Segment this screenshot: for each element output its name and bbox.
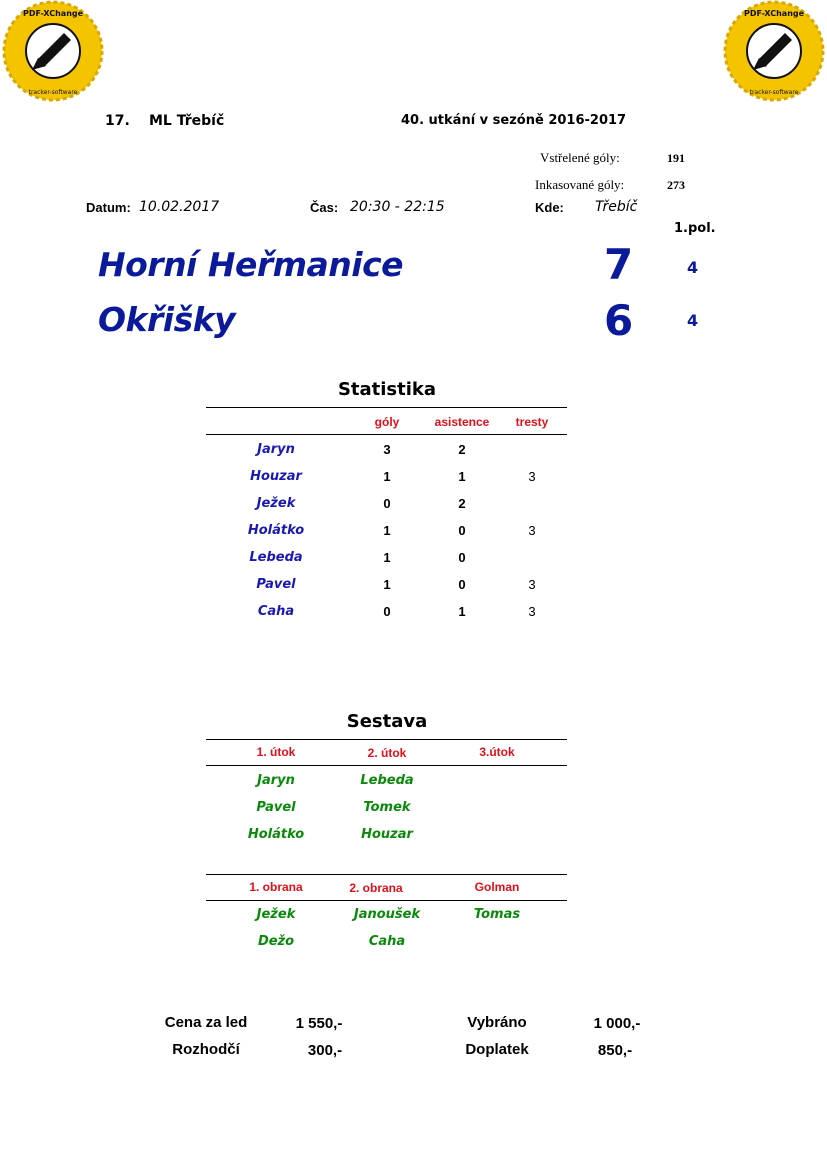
stats-goals: 1 (383, 577, 391, 592)
pdf-xchange-badge-right[interactable] (723, 0, 825, 102)
pdf-xchange-badge-left[interactable] (2, 0, 104, 102)
stats-player-name: Holátko (247, 523, 305, 538)
svg-text:PDF-XChange: PDF-XChange (743, 9, 805, 18)
ice-cost-value: 1 550,- (295, 1015, 343, 1032)
lineup-attack-rule (206, 765, 567, 766)
stats-player-name: Caha (257, 604, 295, 619)
team1-score: 7 (604, 240, 634, 289)
team2-score: 6 (604, 296, 634, 345)
defense-line-player: Ježek (256, 907, 296, 922)
stats-penalties: 3 (528, 604, 536, 619)
stats-top-rule (206, 407, 567, 408)
stats-player-name: Pavel (256, 577, 296, 592)
stats-title: Statistika (337, 379, 437, 400)
stats-player-name: Houzar (250, 469, 302, 484)
place-label: Kde: (535, 200, 564, 215)
extra-payment-value: 850,- (597, 1042, 633, 1059)
lineup-defense-rule (206, 900, 567, 901)
stats-player-name: Jaryn (257, 442, 295, 457)
lineup-header-defense-2: 2. obrana (349, 881, 403, 895)
stats-assists: 1 (458, 469, 466, 484)
team2-name: Okřišky (98, 300, 236, 339)
team1-name: Horní Heřmanice (98, 245, 404, 284)
lineup-title: Sestava (346, 711, 428, 732)
defense-line-player: Janoušek (353, 907, 421, 922)
stats-player-name: Lebeda (249, 550, 303, 565)
lineup-header-defense-1: 1. obrana (249, 880, 303, 894)
attack-line-player: Holátko (247, 827, 305, 842)
ice-cost-label: Cena za led (164, 1014, 248, 1031)
date-value: 10.02.2017 (139, 199, 220, 215)
stats-penalties: 3 (528, 469, 536, 484)
rank: 17. (105, 113, 130, 129)
svg-text:tracker-software: tracker-software (749, 89, 799, 96)
team1-period-score: 4 (687, 258, 699, 277)
stats-penalties: 3 (528, 577, 536, 592)
stats-goals: 0 (383, 604, 391, 619)
stats-goals: 0 (383, 496, 391, 511)
match-info: 40. utkání v sezóně 2016-2017 (401, 113, 627, 128)
goals-conceded-value: 273 (667, 178, 685, 192)
stats-assists: 2 (458, 442, 466, 457)
stats-header-rule (206, 434, 567, 435)
stats-assists: 2 (458, 496, 466, 511)
stats-player-name: Ježek (256, 496, 296, 511)
pdf-xchange-logo-icon (723, 0, 825, 102)
collected-label: Vybráno (467, 1014, 527, 1031)
lineup-header-goalie: Golman (474, 880, 520, 894)
attack-line-player: Tomek (363, 800, 411, 815)
lineup-header-attack-2: 2. útok (367, 746, 407, 760)
date-label: Datum: (86, 200, 131, 215)
goals-scored-label: Vstřelené góly: (540, 150, 620, 165)
collected-value: 1 000,- (593, 1015, 641, 1032)
svg-text:PDF-XChange: PDF-XChange (22, 9, 84, 18)
stats-header-penalties: tresty (515, 415, 549, 429)
goals-conceded-label: Inkasované góly: (535, 177, 625, 192)
time-value: 20:30 - 22:15 (350, 199, 445, 215)
stats-goals: 3 (383, 442, 391, 457)
pdf-xchange-logo-icon (2, 0, 104, 102)
attack-line-player: Lebeda (360, 773, 414, 788)
home-team-short: ML Třebíč (149, 113, 225, 129)
attack-line-player: Pavel (256, 800, 296, 815)
stats-assists: 0 (458, 523, 466, 538)
attack-line-player: Jaryn (257, 773, 295, 788)
team2-period-score: 4 (687, 311, 699, 330)
period-label: 1.pol. (674, 221, 716, 236)
stats-goals: 1 (383, 523, 391, 538)
place-value: Třebíč (595, 199, 638, 215)
lineup-top-rule (206, 739, 567, 740)
referee-value: 300,- (307, 1042, 343, 1059)
goals-scored-value: 191 (667, 151, 685, 165)
attack-line-player: Houzar (361, 827, 413, 842)
defense-line-player: Tomas (473, 907, 521, 922)
stats-assists: 0 (458, 577, 466, 592)
lineup-header-attack-3: 3.útok (479, 745, 515, 759)
svg-text:tracker-software: tracker-software (28, 89, 78, 96)
lineup-header-attack-1: 1. útok (256, 745, 296, 759)
referee-label: Rozhodčí (172, 1041, 240, 1058)
stats-assists: 1 (458, 604, 466, 619)
stats-goals: 1 (383, 469, 391, 484)
extra-payment-label: Doplatek (465, 1041, 529, 1058)
defense-line-player: Caha (368, 934, 406, 949)
time-label: Čas: (310, 200, 339, 215)
stats-penalties: 3 (528, 523, 536, 538)
stats-header-assists: asistence (434, 415, 490, 429)
stats-goals: 1 (383, 550, 391, 565)
stats-assists: 0 (458, 550, 466, 565)
lineup-defense-top-rule (206, 874, 567, 875)
stats-header-goals: góly (374, 415, 400, 429)
defense-line-player: Dežo (257, 934, 295, 949)
